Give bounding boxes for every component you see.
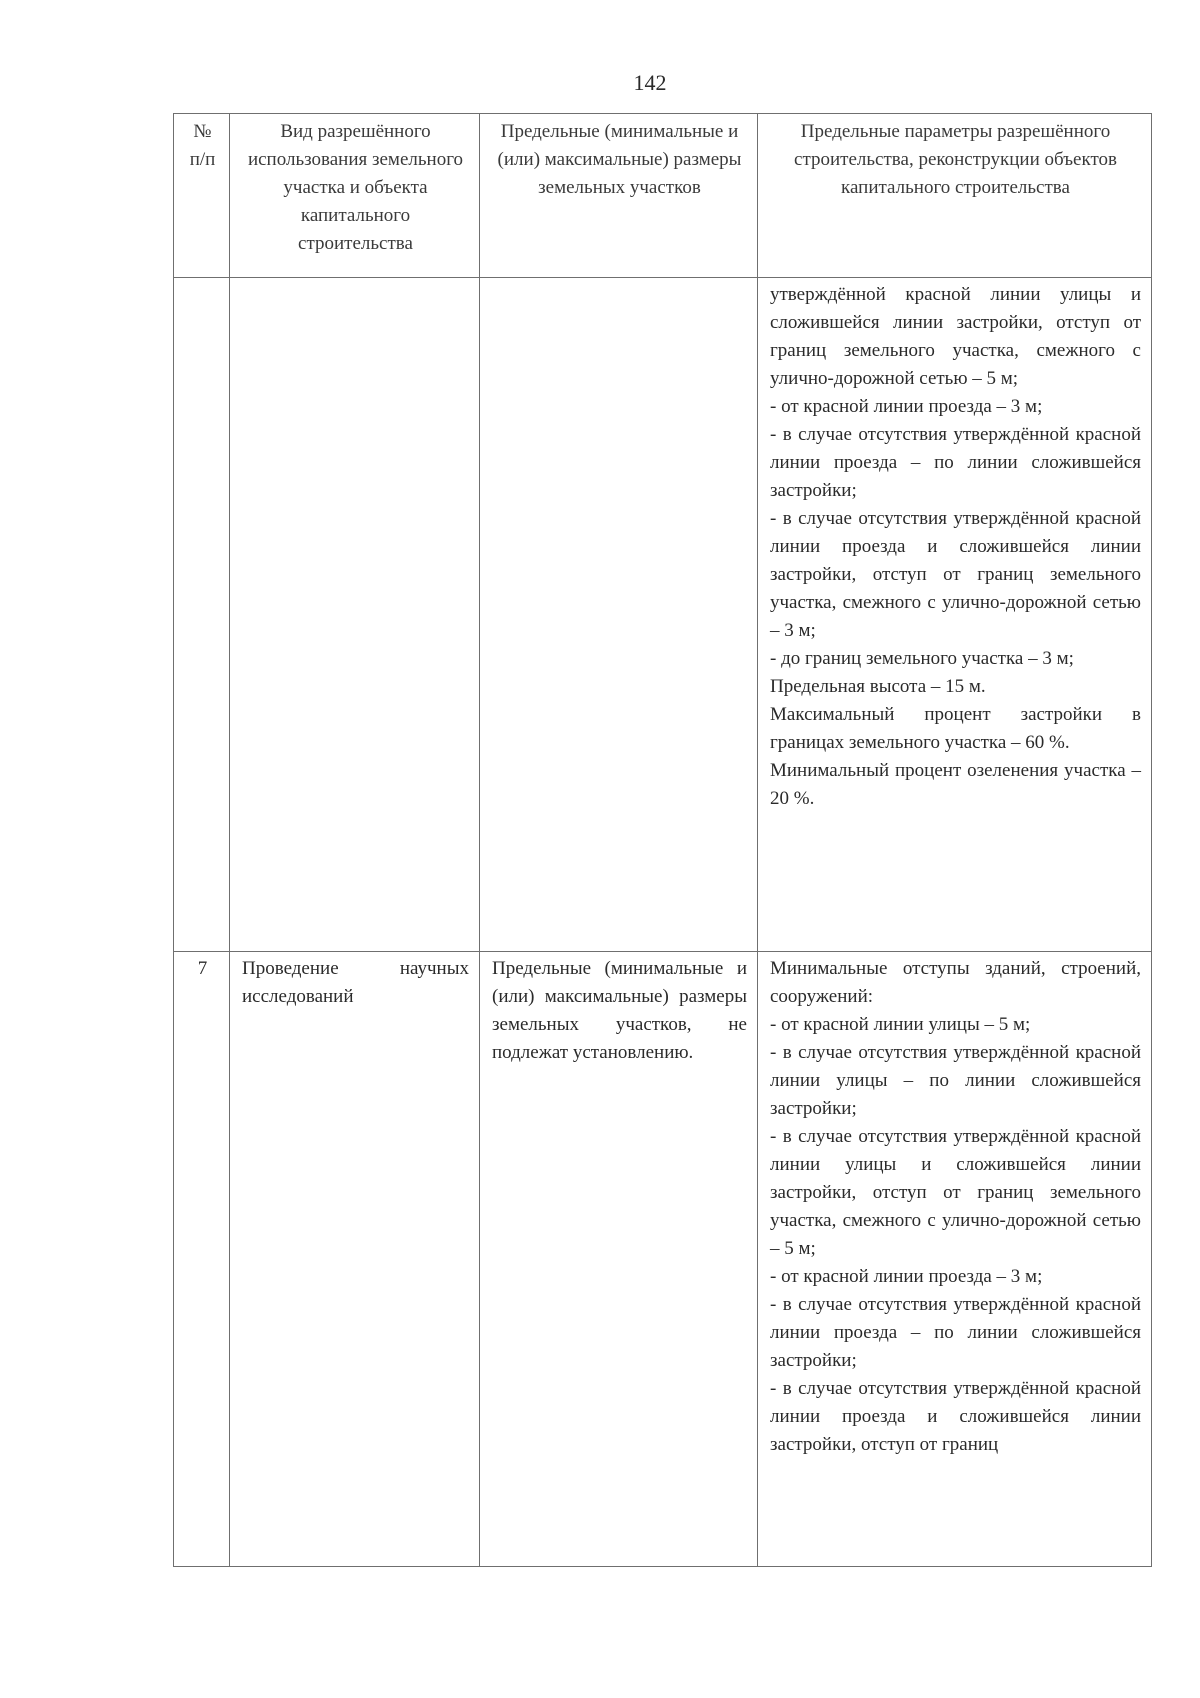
param-line: Минимальный процент озеленения участка – 20 %. [770,760,1141,809]
parameters-cell [758,952,1152,1567]
param-line: - от красной линии улицы – 5 м; [770,1014,1031,1035]
row-number-cell [174,278,230,952]
parameters-cell [758,278,1152,952]
param-line: - в случае отсутствия утверждённой красной линии проезда и сложившейся линии застройки, отступ от границ земельного участка, смежного с улично-дорожной сетью – 3 м; [770,508,1141,641]
use-type-cell: Проведение научных исследований [230,952,480,1567]
header-plot-size: Предельные (минимальные и (или) максимальные) размеры земельных участков [480,114,758,278]
plot-size-cell [480,278,758,952]
param-line: Минимальные отступы зданий, строений, сооружений: [770,958,1141,1007]
param-line: утверждённой красной линии улицы и сложившейся линии застройки, отступ от границ земельного участка, смежного с улично-дорожной сетью – 5 м; [770,284,1141,389]
page-number: 142 [633,70,667,95]
param-line: - в случае отсутствия утверждённой красной линии проезда и сложившейся линии застройки, отступ от границ [770,1378,1141,1455]
regulations-table [173,113,1152,1567]
table-row [174,952,1152,1567]
param-line: - от красной линии проезда – 3 м; [770,396,1043,417]
param-line: - в случае отсутствия утверждённой красной линии улицы – по линии сложившейся застройки; [770,1042,1141,1119]
use-type-cell [230,278,480,952]
header-parameters: Предельные параметры разрешённого строительства, реконструкции объектов капитального строительства [758,114,1152,278]
table-header-row [174,114,1152,278]
header-number: № п/п [174,114,230,278]
table-row [174,278,1152,952]
row-number-cell: 7 [174,952,230,1567]
param-line: - в случае отсутствия утверждённой красной линии улицы и сложившейся линии застройки, отступ от границ земельного участка, смежного с улично-дорожной сетью – 5 м; [770,1126,1141,1259]
param-line: - в случае отсутствия утверждённой красной линии проезда – по линии сложившейся застройки; [770,1294,1141,1371]
param-line: - до границ земельного участка – 3 м; [770,648,1074,669]
param-line: - от красной линии проезда – 3 м; [770,1266,1043,1287]
header-use-type: Вид разрешённого использования земельного участка и объекта капитального строительства [230,114,480,278]
plot-size-cell: Предельные (минимальные и (или) максимальные) размеры земельных участков, не подлежат установлению. [480,952,758,1567]
param-line: Максимальный процент застройки в границах земельного участка – 60 %. [770,704,1141,753]
param-line: Предельная высота – 15 м. [770,676,986,697]
param-line: - в случае отсутствия утверждённой красной линии проезда – по линии сложившейся застройки; [770,424,1141,501]
